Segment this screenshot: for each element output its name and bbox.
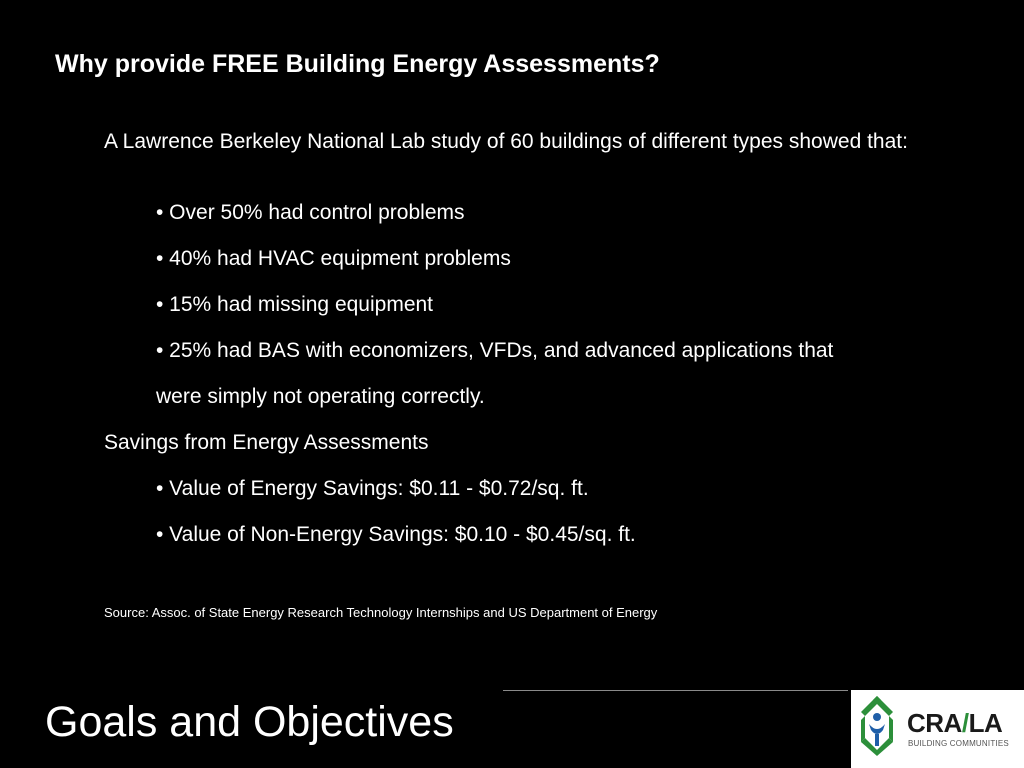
logo-wordmark <box>907 708 1002 739</box>
logo-tagline: BUILDING COMMUNITIES <box>908 739 1009 748</box>
cra-la-logo <box>851 690 1024 768</box>
finding-item: • Over 50% had control problems <box>156 201 465 224</box>
logo-name-part1: CRA <box>907 708 962 738</box>
finding-item: • 15% had missing equipment <box>156 293 434 316</box>
intro-paragraph: A Lawrence Berkeley National Lab study of 60 buildings of different types showed that: <box>104 130 908 153</box>
logo-slash: / <box>961 708 969 738</box>
source-note: Source: Assoc. of State Energy Research Technology Internships and US Department of Energy <box>104 605 658 620</box>
slide-title: Why provide FREE Building Energy Assessments? <box>55 50 660 78</box>
cra-la-logo-icon <box>851 690 903 768</box>
finding-item-continuation: were simply not operating correctly. <box>156 385 485 408</box>
footer-section-title: Goals and Objectives <box>45 698 454 746</box>
finding-item: • 40% had HVAC equipment problems <box>156 247 511 270</box>
footer-divider <box>503 690 848 691</box>
savings-item: • Value of Non-Energy Savings: $0.10 - $0.45/sq. ft. <box>156 523 636 546</box>
savings-heading: Savings from Energy Assessments <box>104 431 429 454</box>
savings-item: • Value of Energy Savings: $0.11 - $0.72/sq. ft. <box>156 477 589 500</box>
logo-name-part2: LA <box>968 708 1003 738</box>
finding-item: • 25% had BAS with economizers, VFDs, and advanced applications that <box>156 339 834 362</box>
